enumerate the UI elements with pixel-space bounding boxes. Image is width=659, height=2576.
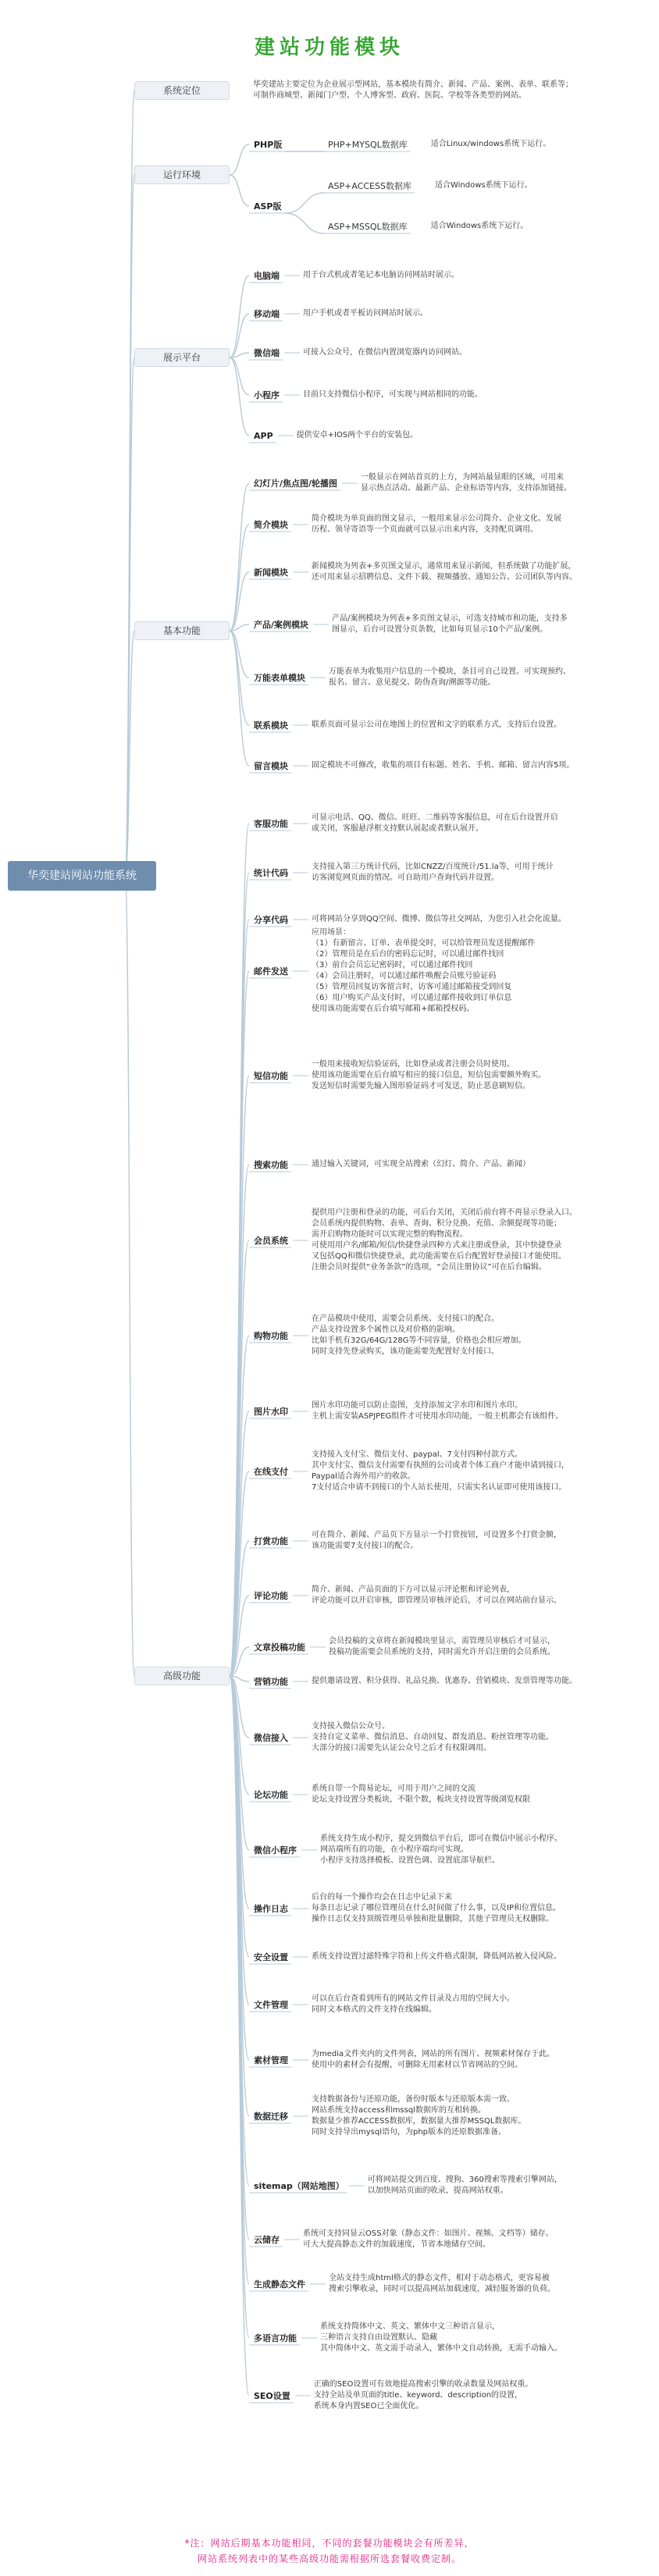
description-line: 同时文本格式的文件支持在线编辑。 xyxy=(312,2005,436,2014)
feature-description xyxy=(303,270,654,281)
footnote-line: 网站系统列表中的某些高级功能需根据所选套餐收费定制。 xyxy=(197,2553,461,2564)
feature-description xyxy=(368,2175,654,2197)
feature-description xyxy=(314,2379,654,2412)
description-line: 网站端所有的功能，在小程序端均可实现。 xyxy=(320,1845,468,1854)
description-line: 操作日志仅支持顶级管理员单独和批量删除，其他子管理员无权删除。 xyxy=(312,1915,554,1923)
feature-description xyxy=(312,813,654,834)
category-node[interactable]: 运行环境 xyxy=(134,165,230,184)
feature-node[interactable]: 简介模块 xyxy=(254,519,288,530)
category-to-feature-line xyxy=(230,358,249,395)
feature-node[interactable]: 小程序 xyxy=(254,390,280,400)
description-line: （2）管理员是在后台的密码忘记时，可以通过邮件找回 xyxy=(312,950,504,959)
feature-node[interactable]: 安全设置 xyxy=(254,1952,288,1962)
description-line: 网站系统支持access和mssql数据库的互相转换。 xyxy=(312,2106,486,2115)
description-line: 搜索引擎收录，同时可以提高网站加载速度，减轻服务器的负荷。 xyxy=(329,2285,555,2293)
category-node[interactable]: 展示平台 xyxy=(134,348,230,367)
description-line: 又包括QQ和微信快捷登录，此功能需要在后台配置好登录接口才能使用。 xyxy=(312,1252,566,1261)
feature-description xyxy=(303,390,654,400)
environment-node[interactable]: PHP+MYSQL数据库 xyxy=(328,139,408,150)
feature-description xyxy=(312,1530,654,1552)
description-line: 万能表单为收集用户信息的一个模块，条目可自己设置。可实现预约、 xyxy=(329,667,571,676)
environment-description xyxy=(435,180,654,191)
feature-to-environment-line xyxy=(285,213,326,233)
category-to-feature-line xyxy=(230,631,249,766)
description-line: 支持接入第三方统计代码，比如CNZZ/百度统计/51.la等，可用于统计 xyxy=(312,863,554,871)
description-line: 为media文件夹内的文件列表，网站的所有图片、视频素材保存于此。 xyxy=(312,2050,555,2058)
category-to-feature-line xyxy=(230,358,249,436)
environment-description xyxy=(431,139,654,150)
description-line: 注册会员时提供“业务条款”的选项，“会员注册协议”可在后台编辑。 xyxy=(312,1263,547,1272)
description-line: 大部分的接口需要先认证公众号之后才有权限调用。 xyxy=(312,1744,491,1752)
feature-description xyxy=(312,1208,654,1273)
category-to-feature-line xyxy=(230,631,249,725)
environment-node[interactable]: ASP+MSSQL数据库 xyxy=(328,221,408,232)
feature-to-environment-line xyxy=(285,193,326,213)
description-line: 会员投稿的文章将在新闻模块里显示，需管理员审核后才可显示， xyxy=(329,1637,555,1646)
description-line: 使用该功能需要在后台填写相应的接口信息，短信包需要额外购买。 xyxy=(312,1071,546,1080)
category-to-feature-line xyxy=(230,483,249,631)
feature-description xyxy=(303,2229,654,2250)
description-line: 简介模块为单页面的图文显示，一般用来显示公司简介、企业文化、发展 xyxy=(312,514,561,523)
footnote xyxy=(0,2535,659,2567)
feature-node[interactable]: 联系模块 xyxy=(254,720,288,731)
description-line: 可使用用户名/邮箱/短信/快捷登录四种方式来注册或登录，其中快捷登录 xyxy=(312,1241,562,1250)
feature-description xyxy=(329,667,654,688)
feature-description xyxy=(312,1721,654,1754)
feature-node[interactable]: 素材管理 xyxy=(254,2055,288,2065)
feature-node[interactable]: 论坛功能 xyxy=(254,1789,288,1800)
category-to-feature-line xyxy=(230,175,249,206)
description-line: 每条日志记录了哪位管理员在什么时间做了什么事，以及IP和位置信息。 xyxy=(312,1904,561,1912)
description-line: 会员系统内提供购物、表单、查询、积分兑换、充值、余额提现等功能； xyxy=(312,1219,561,1228)
feature-description xyxy=(361,472,654,494)
feature-node[interactable]: 产品/案例模块 xyxy=(254,619,309,630)
category-to-feature-line xyxy=(230,525,249,631)
description-line: 支持数据备份与还原功能，备份时版本与还原版本需一致。 xyxy=(312,2095,515,2104)
description-line: 适合Linux/windows系统下运行。 xyxy=(430,140,551,148)
description-line: 提供邀请设置、积分获得、礼品兑换、优惠券、营销模块、发票管理等功能。 xyxy=(312,1677,577,1685)
description-line: 用户手机或者平板访问网站时展示。 xyxy=(303,309,428,318)
feature-node[interactable]: 微信小程序 xyxy=(254,1845,297,1856)
description-line: 历程、领导寄语等一个页面就可以显示出来内容，支持配页调用。 xyxy=(312,525,538,534)
description-line: 投稿功能需要会员系统的支持，同时需允许开启注册的会员系统。 xyxy=(329,1648,555,1656)
feature-description xyxy=(312,1159,654,1170)
description-line: 系统自带一个简易论坛，可用于用户之间的交流 xyxy=(312,1784,476,1793)
description-line: 访客浏览网页面的情况。可自助用户查询代码并设置。 xyxy=(312,873,499,882)
feature-description xyxy=(312,514,654,535)
description-line: 新闻模块为列表+多页图文显示，通常用来显示新闻，但系统做了功能扩展， xyxy=(312,562,576,571)
feature-node[interactable]: 云储存 xyxy=(254,2234,280,2245)
feature-node[interactable]: 操作日志 xyxy=(254,1903,288,1914)
feature-description xyxy=(312,2049,654,2071)
feature-node[interactable]: 邮件发送 xyxy=(254,966,288,977)
feature-node[interactable]: 会员系统 xyxy=(254,1235,288,1246)
description-line: 简介、新闻、产品页面的下方可以显示评论框和评论列表， xyxy=(312,1585,515,1594)
feature-description xyxy=(303,308,654,319)
root-to-category-line xyxy=(125,876,134,1676)
feature-node[interactable]: 客服功能 xyxy=(254,818,288,829)
description-line: 图片水印功能可以防止盗图，支持添加文字水印和图片水印。 xyxy=(312,1401,522,1410)
description-line: 固定模块不可修改，收集的项目有标题、姓名、手机、邮箱、留言内容5项。 xyxy=(312,761,575,770)
description-line: 数据量少推荐ACCESS数据库，数据量大推荐MSSQL数据库。 xyxy=(312,2117,526,2126)
feature-description xyxy=(312,1059,654,1092)
category-to-feature-line xyxy=(230,144,249,175)
feature-node[interactable]: 在线支付 xyxy=(254,1466,288,1477)
description-line: 系统可支持同显云OSS对象（静态文件：如图片、视频、文档等）储存。 xyxy=(303,2229,554,2238)
feature-description xyxy=(329,2273,654,2295)
feature-description xyxy=(329,1636,654,1658)
description-line: 图显示，后台可设置分页条数，比如每页显示10个产品/案例。 xyxy=(332,625,548,634)
description-line: 支持全站及单页面的title、keyword、description的设置， xyxy=(313,2391,523,2400)
feature-node[interactable]: 电脑端 xyxy=(254,270,280,281)
description-line: 可接入公众号，在微信内置浏览器内访问网站。 xyxy=(303,348,467,357)
feature-node[interactable]: SEO设置 xyxy=(254,2390,290,2401)
category-to-feature-line xyxy=(230,276,249,358)
feature-node[interactable]: 多语言功能 xyxy=(254,2332,297,2343)
page-title: 建站功能模块 xyxy=(254,36,404,59)
description-line: 7支付适合申请不到接口的个人站长使用，只需实名认证即可使用该接口。 xyxy=(312,1483,567,1492)
feature-node[interactable]: 微信端 xyxy=(254,347,280,358)
description-line: 使用中的素材会有提醒，可删除无用素材以节省网站的空间。 xyxy=(312,2061,522,2069)
environment-description xyxy=(431,221,654,232)
description-line: 可制作商城型、新闻门户型、个人博客型、政府、医院、学校等各类型的网站。 xyxy=(253,91,526,100)
feature-description xyxy=(312,760,654,771)
description-line: 目前只支持微信小程序，可实现与网站相同的功能。 xyxy=(303,390,483,399)
description-line: 还可用来显示招聘信息、文件下载、视频播放、通知公告、公司团队等内容。 xyxy=(312,573,577,582)
feature-node[interactable]: 文章投稿功能 xyxy=(254,1642,305,1653)
description-line: 以加快网站页面的收录，提高网站权重。 xyxy=(367,2186,508,2195)
feature-node[interactable]: 营销功能 xyxy=(254,1676,288,1687)
feature-node[interactable]: 数据迁移 xyxy=(254,2111,288,2122)
description-line: 系统支持简体中文、英文、繁体中文三种语言显示， xyxy=(320,2322,500,2331)
feature-node[interactable]: 生成静态文件 xyxy=(254,2279,305,2290)
feature-node[interactable]: 评论功能 xyxy=(254,1590,288,1601)
description-line: 发送短信时需要先输入图形验证码才可发送，防止恶意刷短信。 xyxy=(312,1082,530,1091)
description-line: 评论功能可以开启审核，即管理员审核评论后，才可以在网站前台显示。 xyxy=(312,1596,561,1605)
description-line: 需开启购物功能时可以实现完整的购物流程。 xyxy=(312,1230,468,1239)
description-line: 通过输入关键词，可实现全站搜索（幻灯、简介、产品、新闻） xyxy=(312,1160,530,1169)
description-line: 可将网站提交到百度、搜狗、360搜索等搜索引擎网站， xyxy=(367,2176,562,2184)
feature-description xyxy=(332,614,654,635)
description-line: 论坛支持设置分类板块，不限个数，板块支持设置等级浏览权限 xyxy=(312,1795,530,1804)
feature-description xyxy=(320,1834,654,1866)
description-line: 联系页面可显示公司在地图上的位置和文字的联系方式，支持后台设置。 xyxy=(312,720,561,729)
feature-description xyxy=(297,430,654,441)
feature-description xyxy=(303,347,654,358)
description-line: 适合Windows系统下运行。 xyxy=(434,181,533,190)
feature-description xyxy=(312,1314,654,1357)
feature-node[interactable]: 幻灯片/焦点图/轮播图 xyxy=(254,478,338,489)
feature-node[interactable]: sitemap（网站地图） xyxy=(254,2180,344,2191)
feature-node[interactable]: 搜索功能 xyxy=(254,1159,288,1170)
description-line: Paypal适合海外用户的收款。 xyxy=(312,1472,415,1481)
description-line: 支持接入微信公众号。 xyxy=(312,1722,390,1731)
description-line: （5）管理员回复访客留言时，访客可通过邮箱接受到回复 xyxy=(312,983,512,991)
feature-description xyxy=(312,927,654,1015)
description-line: 一般显示在网站首页的上方，为网站最显眼的区域，可用来 xyxy=(361,473,565,482)
feature-node[interactable]: 打赏功能 xyxy=(254,1535,288,1546)
feature-description xyxy=(312,1892,654,1925)
feature-description xyxy=(312,720,654,731)
feature-node[interactable]: 万能表单模块 xyxy=(254,672,305,683)
description-line: 小程序支持选择模板、设置色调、设置底部导航栏。 xyxy=(320,1856,500,1865)
category-node[interactable]: 系统定位 xyxy=(134,81,230,100)
feature-description xyxy=(312,1994,654,2016)
description-line: （3）前台会员忘记密码时，可以通过邮件找回 xyxy=(312,961,473,970)
feature-description xyxy=(312,914,654,925)
category-node[interactable]: 高级功能 xyxy=(134,1667,230,1685)
description-line: 支持自定义菜单、微信消息、自动回复、群发消息、粉丝管理等功能。 xyxy=(312,1733,554,1742)
description-line: 华奕建站主要定位为企业展示型网站，基本模块有简介、新闻、产品、案例、表单、联系等； xyxy=(253,80,573,89)
description-line: 可将网站分享到QQ空间、微博、微信等社交网站，为您引入社会化流量。 xyxy=(312,915,566,923)
feature-description xyxy=(320,2322,654,2354)
description-line: 三种语言支持自由设置默认、隐藏 xyxy=(320,2333,437,2342)
description-line: 应用场景： xyxy=(312,928,351,937)
description-line: （4）会员注册时，可以通过邮件唤醒会员账号验证码 xyxy=(312,972,497,980)
feature-node[interactable]: 微信接入 xyxy=(254,1732,288,1743)
description-line: 提供用户注册和登录的功能，可后台关闭，关闭后前台将不再显示登录入口。 xyxy=(312,1208,577,1217)
description-line: 其中简体中文、英文需手动录入，繁体中文自动转换，无需手动输入。 xyxy=(320,2344,562,2353)
feature-description xyxy=(312,1400,654,1422)
category-to-feature-line xyxy=(230,631,249,678)
description-line: 可大大提高静态文件的加载速度，节省本地储存空间。 xyxy=(303,2240,490,2249)
feature-node[interactable]: 购物功能 xyxy=(254,1330,288,1341)
feature-node[interactable]: PHP版 xyxy=(254,139,283,150)
description-line: 在产品模块中使用，需要会员系统、支付接口的配合。 xyxy=(312,1315,499,1323)
root-node[interactable]: 华奕建站网站功能系统 xyxy=(8,861,156,891)
feature-node[interactable]: 移动端 xyxy=(254,308,280,319)
description-line: 全站支持生成html格式的静态文件，相对于动态格式，更容易被 xyxy=(329,2274,550,2282)
description-line: 比如手机有32G/64G/128G等不同容量，价格也会相应增加。 xyxy=(312,1336,526,1345)
description-line: （1）有新留言、订单、表单提交时，可以给管理员发送提醒邮件 xyxy=(312,939,536,948)
description-line: 后台的每一个操作均会在日志中记录下来 xyxy=(312,1893,452,1902)
feature-description xyxy=(312,1450,654,1493)
description-line: 主机上需安装ASPJPEG组件才可使用水印功能，一般主机都会有该组件。 xyxy=(312,1412,564,1421)
feature-node[interactable]: 图片水印 xyxy=(254,1406,288,1417)
feature-node[interactable]: 统计代码 xyxy=(254,867,288,878)
description-line: （6）用户购买产品支付时，可以通过邮件接收到订单信息 xyxy=(312,994,512,1002)
description-line: 显示热点活动、最新产品、企业标语等内容，支持添加链接。 xyxy=(361,484,572,493)
description-line: 产品/案例模块为列表+多页图文显示，可选支持城市和功能，支持多 xyxy=(332,614,568,623)
feature-description xyxy=(312,862,654,884)
description-line: 一般用来接收短信验证码，比如登录或者注册会员时使用。 xyxy=(312,1060,515,1069)
description-line: 支持接入支付宝、微信支付、paypal、7支付四种付款方式。 xyxy=(312,1450,523,1459)
description-line: 报名、留言、意见提交、防伪查询/溯源等功能。 xyxy=(329,678,496,687)
description-line: 其中支付宝、微信支付需要有执照的公司或者个体工商户才能申请到接口， xyxy=(312,1461,569,1470)
description-line: 该功能需要7支付接口的配合。 xyxy=(312,1542,419,1550)
description-line: 系统支持生成小程序，提交到微信平台后，即可在微信中展示小程序。 xyxy=(320,1834,562,1843)
description-line: 提供安卓+IOS两个平台的安装包。 xyxy=(296,431,419,439)
feature-node[interactable]: APP xyxy=(254,430,273,441)
description-line: 同时支持先登录购买，该功能需要先配置好支付接口。 xyxy=(312,1347,499,1356)
environment-node[interactable]: ASP+ACCESS数据库 xyxy=(328,180,411,191)
description-line: 使用该功能需要在后台填写邮箱+邮箱授权码。 xyxy=(312,1005,475,1013)
footnote-line: *注：网站后期基本功能相同，不同的套餐功能模块会有所差异， xyxy=(184,2538,475,2549)
description-line: 用于台式机或者笔记本电脑访问网站时展示。 xyxy=(303,271,459,279)
feature-node[interactable]: 留言模块 xyxy=(254,760,288,771)
feature-node[interactable]: 分享代码 xyxy=(254,914,288,925)
description-line: 系统本身内置SEO已全面优化。 xyxy=(313,2402,424,2411)
description-line: 可以在后台查看到所有的网站文件目录及占用的空间大小。 xyxy=(312,1994,515,2003)
feature-description xyxy=(312,2094,654,2138)
feature-description xyxy=(312,1676,654,1687)
description-line: 可显示电话、QQ、微信、旺旺、二维码等客服信息，可在后台设置开启 xyxy=(312,813,558,822)
description-line: 正确的SEO设置可有效地提高搜索引擎的收录数量及网站权重。 xyxy=(313,2380,533,2389)
feature-description xyxy=(312,1585,654,1606)
description-line: 系统支持设置过滤特殊字符和上传文件格式限制，降低网站被入侵风险。 xyxy=(312,1952,561,1961)
feature-description xyxy=(312,561,654,583)
description-line: 同时支持导出mysql语句，为php版本的还原数据准备。 xyxy=(312,2128,507,2137)
feature-node[interactable]: 新闻模块 xyxy=(254,567,288,578)
feature-node[interactable]: 短信功能 xyxy=(254,1070,288,1081)
description-line: 或关闭，客服悬浮框支持默认展起或者默认展开。 xyxy=(312,824,483,833)
feature-node[interactable]: ASP版 xyxy=(254,201,282,212)
feature-description xyxy=(312,1784,654,1806)
category-node[interactable]: 基本功能 xyxy=(134,621,230,640)
description-line: 适合Windows系统下运行。 xyxy=(430,222,529,230)
description-line: 产品支持设置多个属性以及对价格的影响。 xyxy=(312,1325,460,1334)
description-line: 可在简介、新闻、产品页下方显示一个打赏按钮，可设置多个打赏金额， xyxy=(312,1531,561,1539)
feature-node[interactable]: 文件管理 xyxy=(254,1999,288,2010)
feature-description xyxy=(312,1952,654,1962)
category-description xyxy=(253,80,654,101)
